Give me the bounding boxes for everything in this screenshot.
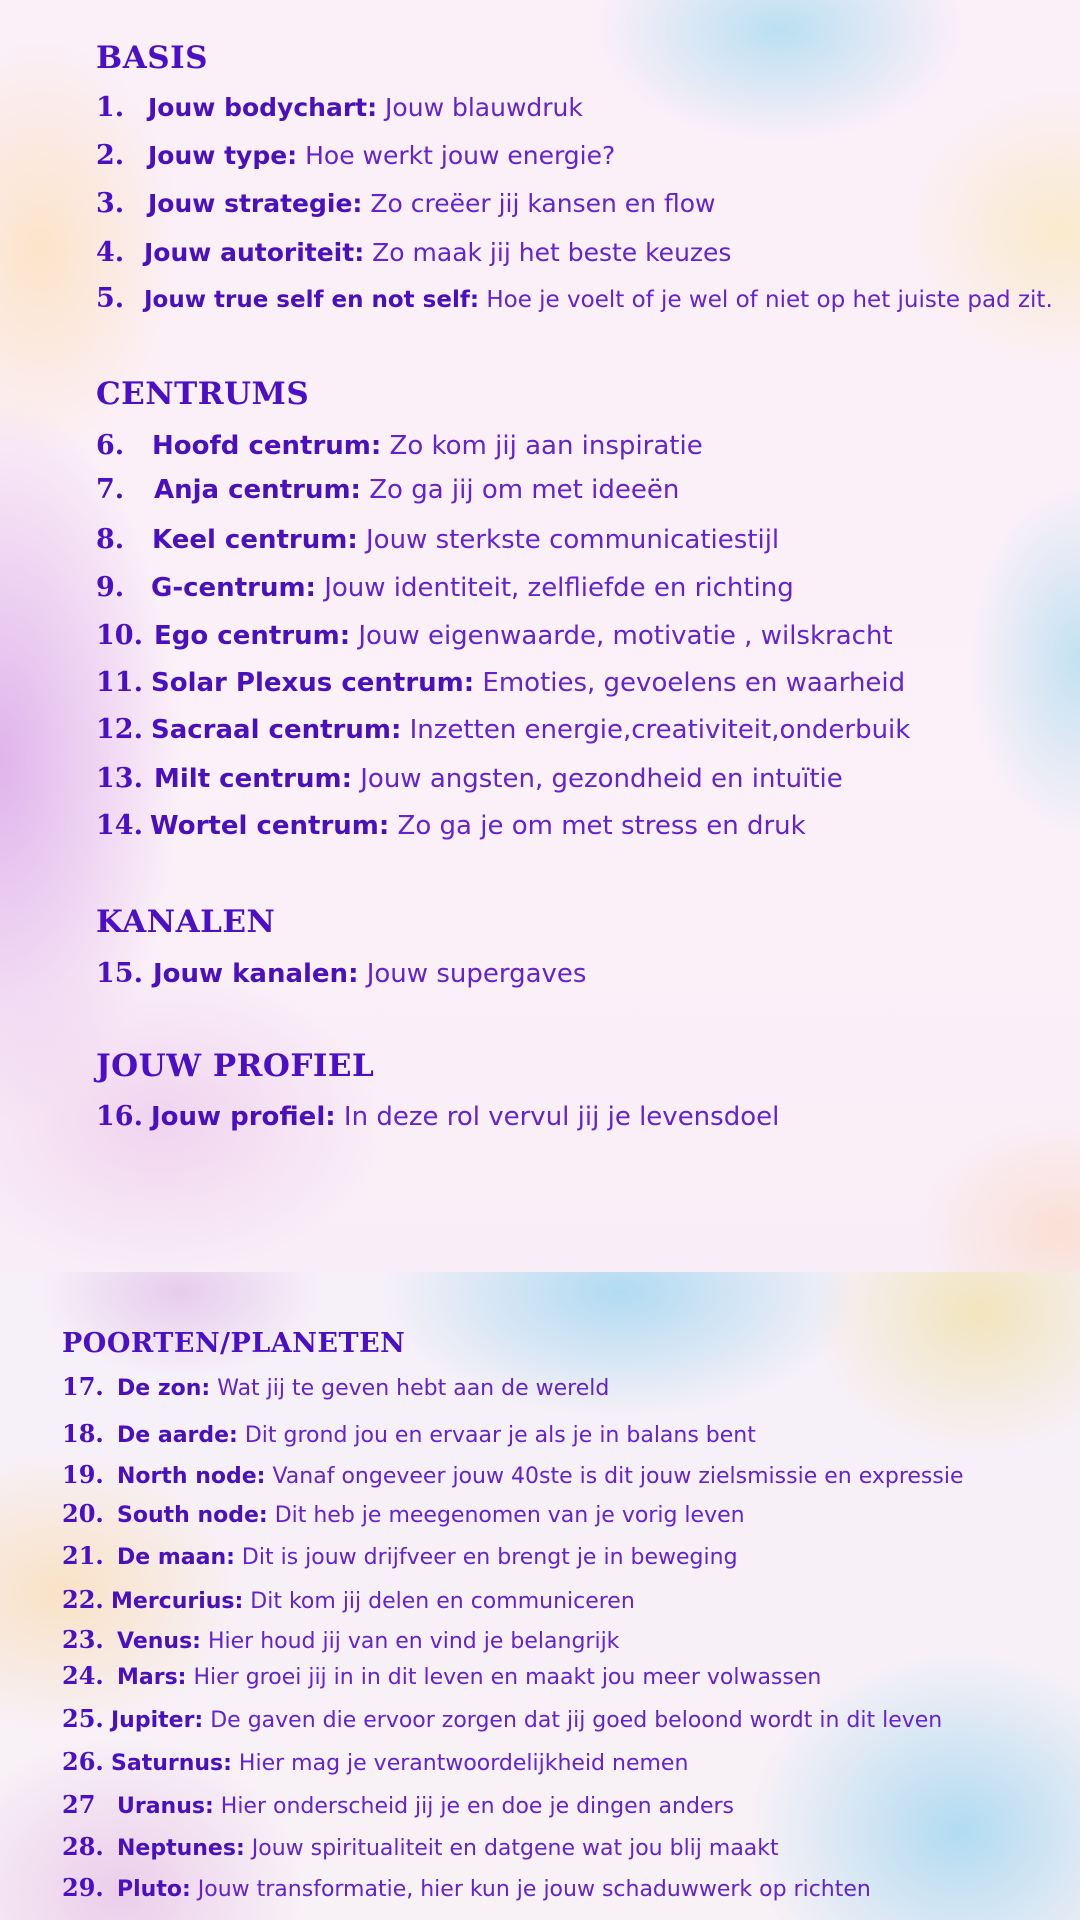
item-key: Keel centrum: xyxy=(152,525,358,555)
item-number: 8. xyxy=(96,524,125,555)
list-item xyxy=(96,958,586,989)
item-description: Jouw identiteit, zelfliefde en richting xyxy=(315,573,794,603)
list-item xyxy=(62,1873,871,1902)
list-item xyxy=(96,667,905,698)
item-description: Hier groei jij in in dit leven en maakt jou meer volwassen xyxy=(186,1665,822,1690)
list-item xyxy=(96,188,715,219)
item-number: 1. xyxy=(96,92,125,123)
list-item xyxy=(62,1704,942,1733)
item-description: Zo ga jij om met ideeën xyxy=(360,475,680,505)
item-key: De aarde: xyxy=(117,1423,238,1448)
list-item xyxy=(62,1747,688,1776)
item-number: 12. xyxy=(96,714,143,745)
item-description: Hier onderscheid jij je en doe je dingen anders xyxy=(213,1794,734,1819)
section-heading-kanalen: KANALEN xyxy=(96,904,276,940)
item-key: De maan: xyxy=(117,1545,235,1570)
list-item xyxy=(96,1101,779,1132)
list-item xyxy=(62,1372,609,1401)
item-key: Saturnus: xyxy=(111,1751,232,1776)
item-number: 9. xyxy=(96,572,125,603)
item-description: Vanaf ongeveer jouw 40ste is dit jouw zielsmissie en expressie xyxy=(265,1464,964,1489)
item-description: Jouw angsten, gezondheid en intuïtie xyxy=(351,764,843,794)
item-number: 26. xyxy=(62,1747,104,1776)
list-item xyxy=(62,1541,738,1570)
item-key: Jouw profiel: xyxy=(151,1102,336,1132)
list-item xyxy=(62,1625,619,1654)
item-key: Sacraal centrum: xyxy=(151,715,402,745)
item-description: Jouw transformatie, hier kun je jouw schaduwwerk op richten xyxy=(190,1877,871,1902)
item-number: 22. xyxy=(62,1585,104,1614)
section-heading-poorten: POORTEN/PLANETEN xyxy=(62,1328,406,1359)
item-key: Wortel centrum: xyxy=(150,811,390,841)
item-key: Jouw true self en not self: xyxy=(144,287,480,313)
item-key: Milt centrum: xyxy=(154,764,352,794)
section-heading-centrums: CENTRUMS xyxy=(96,376,310,412)
item-number: 14. xyxy=(96,810,143,841)
item-description: Zo maak jij het beste keuzes xyxy=(364,238,732,267)
list-item xyxy=(62,1585,635,1614)
item-description: Jouw spiritualiteit en datgene wat jou blij maakt xyxy=(244,1836,779,1861)
item-number: 23. xyxy=(62,1625,104,1654)
item-description: Zo kom jij aan inspiratie xyxy=(381,431,703,461)
list-item xyxy=(62,1419,756,1448)
list-item xyxy=(62,1790,734,1819)
item-number: 20. xyxy=(62,1499,104,1528)
item-key: South node: xyxy=(117,1503,268,1528)
list-item xyxy=(62,1832,779,1861)
item-key: Mars: xyxy=(117,1665,187,1690)
item-key: Jouw type: xyxy=(148,141,298,170)
item-key: De zon: xyxy=(117,1376,211,1401)
list-item xyxy=(96,237,731,268)
list-item xyxy=(62,1460,964,1489)
item-description: De gaven die ervoor zorgen dat jij goed beloond wordt in dit leven xyxy=(203,1708,943,1733)
item-description: In deze rol vervul jij je levensdoel xyxy=(335,1102,780,1132)
item-key: Jupiter: xyxy=(111,1708,204,1733)
item-key: Neptunes: xyxy=(117,1836,245,1861)
item-description: Zo creëer jij kansen en flow xyxy=(362,189,716,218)
item-key: Solar Plexus centrum: xyxy=(151,668,475,698)
item-number: 4. xyxy=(96,237,125,268)
item-key: Jouw autoriteit: xyxy=(144,238,365,267)
list-item xyxy=(96,524,779,555)
item-number: 29. xyxy=(62,1873,104,1902)
item-description: Hier mag je verantwoordelijkheid nemen xyxy=(231,1751,689,1776)
list-item xyxy=(96,92,583,123)
list-item xyxy=(96,763,843,794)
item-description: Dit kom jij delen en communiceren xyxy=(243,1589,635,1614)
item-description: Hoe werkt jouw energie? xyxy=(297,141,616,170)
item-number: 17. xyxy=(62,1372,104,1401)
item-number: 18. xyxy=(62,1419,104,1448)
item-number: 28. xyxy=(62,1832,104,1861)
item-number: 10. xyxy=(96,620,143,651)
item-number: 16. xyxy=(96,1101,143,1132)
section-heading-profiel: JOUW PROFIEL xyxy=(96,1048,375,1084)
item-description: Inzetten energie,creativiteit,onderbuik xyxy=(401,715,911,745)
list-item xyxy=(96,140,615,171)
item-number: 6. xyxy=(96,430,125,461)
item-number: 27 xyxy=(62,1790,96,1819)
item-number: 2. xyxy=(96,140,125,171)
item-key: Jouw kanalen: xyxy=(153,959,359,989)
item-key: Pluto: xyxy=(117,1877,191,1902)
item-key: G-centrum: xyxy=(151,573,316,603)
item-number: 24. xyxy=(62,1661,104,1690)
item-description: Emoties, gevoelens en waarheid xyxy=(474,668,906,698)
item-number: 25. xyxy=(62,1704,104,1733)
item-number: 7. xyxy=(96,474,125,505)
item-number: 5. xyxy=(96,283,125,314)
item-description: Jouw blauwdruk xyxy=(377,93,583,122)
item-description: Zo ga je om met stress en druk xyxy=(389,811,806,841)
item-description: Wat jij te geven hebt aan de wereld xyxy=(210,1376,610,1401)
item-description: Jouw sterkste communicatiestijl xyxy=(357,525,780,555)
list-item xyxy=(96,620,893,651)
item-key: Ego centrum: xyxy=(154,621,351,651)
item-key: Anja centrum: xyxy=(154,475,361,505)
item-number: 21. xyxy=(62,1541,104,1570)
item-description: Hier houd jij van en vind je belangrijk xyxy=(200,1629,620,1654)
item-key: Hoofd centrum: xyxy=(152,431,382,461)
list-item xyxy=(96,474,679,505)
list-item xyxy=(62,1499,745,1528)
item-key: Mercurius: xyxy=(111,1589,244,1614)
item-description: Hoe je voelt of je wel of niet op het juiste pad zit. xyxy=(479,287,1053,313)
item-number: 11. xyxy=(96,667,143,698)
list-item xyxy=(96,572,794,603)
item-key: Jouw strategie: xyxy=(148,189,363,218)
item-description: Dit heb je meegenomen van je vorig leven xyxy=(267,1503,745,1528)
item-key: Uranus: xyxy=(117,1794,214,1819)
list-item xyxy=(96,283,1053,314)
item-key: Jouw bodychart: xyxy=(148,93,378,122)
item-key: Venus: xyxy=(117,1629,201,1654)
list-item xyxy=(62,1661,821,1690)
section-heading-basis: BASIS xyxy=(96,40,209,76)
list-item xyxy=(96,430,703,461)
item-description: Dit grond jou en ervaar je als je in balans bent xyxy=(237,1423,756,1448)
item-number: 15. xyxy=(96,958,143,989)
item-key: North node: xyxy=(117,1464,266,1489)
item-number: 3. xyxy=(96,188,125,219)
item-description: Jouw eigenwaarde, motivatie , wilskracht xyxy=(350,621,893,651)
item-description: Jouw supergaves xyxy=(358,959,587,989)
item-number: 13. xyxy=(96,763,143,794)
watercolor-page-bottom xyxy=(0,1272,1080,1920)
item-number: 19. xyxy=(62,1460,104,1489)
list-item xyxy=(96,714,910,745)
item-description: Dit is jouw drijfveer en brengt je in beweging xyxy=(234,1545,738,1570)
list-item xyxy=(96,810,806,841)
